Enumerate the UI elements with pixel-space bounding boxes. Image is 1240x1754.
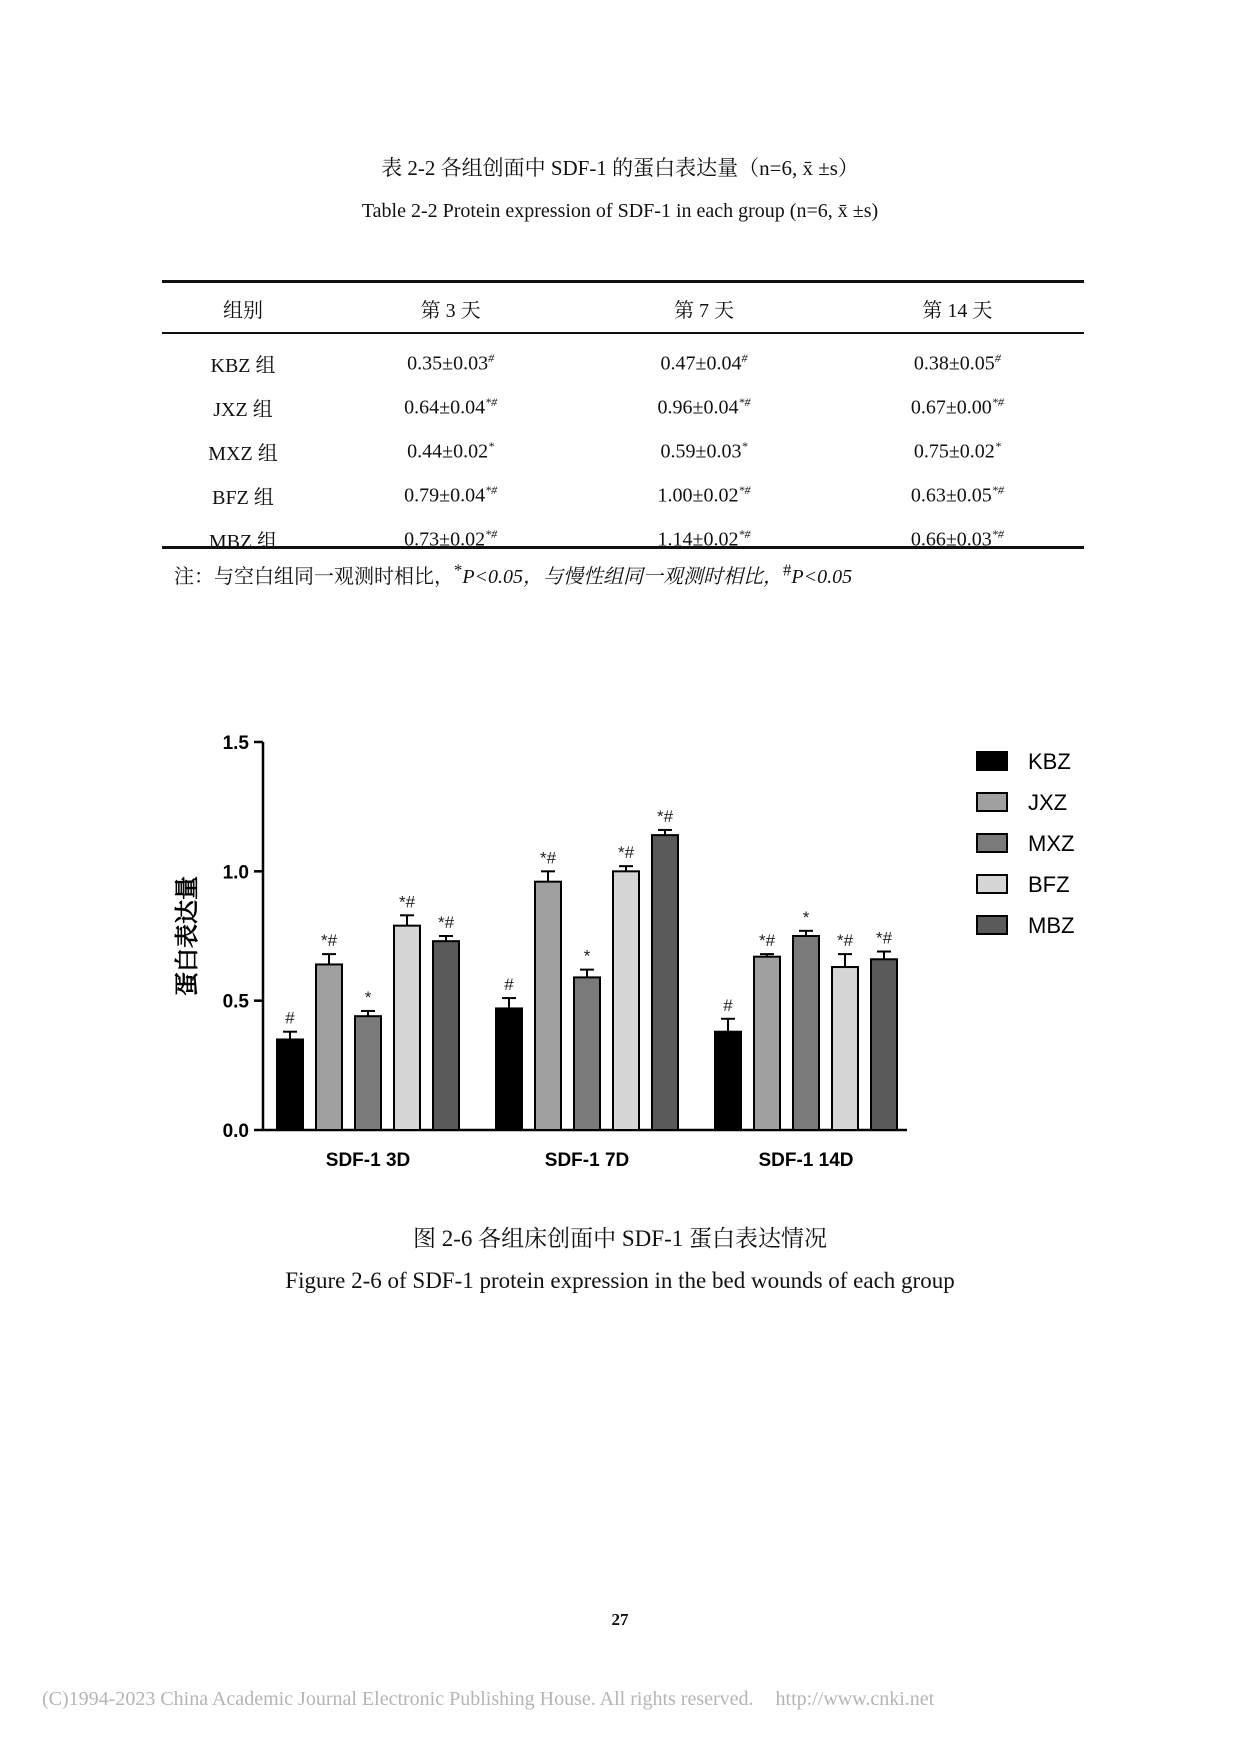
- cell-significance-mark: *: [488, 438, 495, 453]
- table-row: [162, 473, 1084, 517]
- cell-value: 0.96±0.04: [657, 396, 739, 419]
- table-cell: [577, 334, 830, 385]
- note-mark-hash: #: [783, 560, 792, 580]
- bar: [574, 977, 600, 1130]
- footer-copyright: (C)1994-2023 China Academic Journal Electronic Publishing House. All rights reserved.: [42, 1688, 754, 1710]
- bar: [613, 871, 639, 1130]
- header-group: 组别: [223, 300, 263, 322]
- cell-significance-mark: *#: [738, 394, 751, 409]
- cell-significance-mark: #: [488, 350, 495, 365]
- note-prefix: 注：与空白组同一观测时相比，: [174, 566, 454, 588]
- cell-value: 0.38±0.05: [913, 352, 995, 375]
- bar-chart: [0, 700, 1240, 1200]
- significance-mark: #: [285, 1008, 295, 1028]
- table-cell: [831, 473, 1084, 517]
- x-category-label: SDF-1 3D: [325, 1150, 411, 1171]
- figure-caption-cn: 图 2-6 各组床创面中 SDF-1 蛋白表达情况: [412, 1226, 827, 1251]
- cell-value: 0.66±0.03: [910, 528, 992, 551]
- header-day14: 第 14 天: [922, 300, 993, 322]
- cell-significance-mark: *#: [485, 394, 498, 409]
- legend-label: BFZ: [1028, 872, 1070, 897]
- significance-mark: *#: [539, 848, 557, 868]
- cell-value: 0.47±0.04: [660, 352, 742, 375]
- note-mark-star: *: [454, 560, 463, 580]
- bar: [871, 959, 897, 1130]
- significance-mark: *#: [398, 892, 416, 912]
- cell-value: 0.75±0.02: [913, 440, 995, 463]
- table-cell: [577, 385, 830, 429]
- x-category-label: SDF-1 7D: [544, 1150, 630, 1171]
- cell-value: 1.00±0.02: [657, 484, 739, 507]
- bar: [496, 1008, 522, 1130]
- table-caption-cn: 表 2-2 各组创面中 SDF-1 的蛋白表达量（n=6, x̄ ±s）: [381, 156, 859, 180]
- cell-value: 0.35±0.03: [407, 352, 489, 375]
- bar: [754, 957, 780, 1130]
- cell-significance-mark: *#: [485, 526, 498, 541]
- figure-caption-en: Figure 2-6 of SDF-1 protein expression in the bed wounds of each group: [285, 1268, 955, 1293]
- cell-significance-mark: *#: [991, 482, 1004, 497]
- table-cell: [577, 429, 830, 473]
- cell-value: 1.14±0.02: [657, 528, 739, 551]
- data-table: [162, 283, 1084, 561]
- table-row: [162, 334, 1084, 385]
- significance-mark: #: [504, 975, 514, 995]
- table-note: [174, 560, 852, 589]
- significance-mark: *#: [758, 931, 776, 951]
- bar: [394, 926, 420, 1130]
- table-cell: [831, 385, 1084, 429]
- table-cell: [831, 429, 1084, 473]
- bar: [715, 1032, 741, 1130]
- cell-significance-mark: #: [741, 350, 748, 365]
- table-cell: [324, 517, 577, 561]
- y-tick-label: 0.0: [222, 1121, 249, 1142]
- table-row: [162, 385, 1084, 429]
- table-row: [162, 429, 1084, 473]
- legend-swatch: [977, 793, 1007, 811]
- significance-mark: *: [364, 988, 372, 1008]
- significance-mark: *#: [875, 928, 893, 948]
- cell-significance-mark: *#: [738, 482, 751, 497]
- bar: [652, 835, 678, 1130]
- cell-significance-mark: *#: [485, 482, 498, 497]
- note-p2: P<0.05: [791, 566, 853, 588]
- row-group-label: KBZ 组: [210, 354, 276, 377]
- header-day3: 第 3 天: [420, 300, 481, 322]
- significance-mark: *: [802, 907, 810, 927]
- cell-value: 0.67±0.00: [910, 396, 992, 419]
- y-tick-label: 0.5: [222, 991, 249, 1013]
- significance-mark: *#: [617, 843, 635, 863]
- y-tick-label: 1.5: [222, 733, 249, 754]
- significance-mark: *#: [836, 931, 854, 951]
- legend-swatch: [977, 875, 1007, 893]
- cell-significance-mark: *: [994, 438, 1001, 453]
- bar: [793, 936, 819, 1130]
- table-cell: [577, 517, 830, 561]
- significance-mark: *: [583, 946, 591, 966]
- row-group-label: MBZ 组: [208, 530, 278, 553]
- header-day7: 第 7 天: [673, 300, 734, 322]
- table-cell: [831, 517, 1084, 561]
- cell-value: 0.63±0.05: [910, 484, 992, 507]
- legend-swatch: [977, 916, 1007, 934]
- significance-mark: *#: [320, 931, 338, 951]
- table-caption-en: Table 2-2 Protein expression of SDF-1 in each group (n=6, x̄ ±s): [361, 200, 879, 222]
- bar: [316, 964, 342, 1130]
- bar: [355, 1016, 381, 1130]
- table-cell: [324, 385, 577, 429]
- footer-url[interactable]: http://www.cnki.net: [775, 1688, 935, 1710]
- legend-label: JXZ: [1028, 790, 1068, 815]
- legend-label: MXZ: [1028, 831, 1075, 856]
- significance-mark: *#: [656, 806, 674, 826]
- table-cell: [324, 473, 577, 517]
- table-header-row: [162, 283, 1084, 334]
- bar: [535, 882, 561, 1130]
- legend-swatch: [977, 752, 1007, 770]
- y-axis-label: 蛋白表达量: [174, 876, 201, 996]
- footer: [42, 1688, 934, 1711]
- legend-label: MBZ: [1028, 913, 1075, 938]
- significance-mark: *#: [437, 913, 455, 932]
- row-group-label: BFZ 组: [212, 486, 274, 509]
- cell-value: 0.59±0.03: [660, 440, 742, 463]
- cell-value: 0.73±0.02: [404, 528, 486, 551]
- row-group-label: JXZ 组: [213, 398, 273, 421]
- y-tick-label: 1.0: [222, 862, 249, 884]
- table-row: [162, 517, 1084, 561]
- page-number: 27: [611, 1610, 629, 1629]
- table-cell: [831, 334, 1084, 385]
- cell-significance-mark: #: [994, 350, 1001, 365]
- table-cell: [324, 334, 577, 385]
- bar: [433, 941, 459, 1130]
- cell-value: 0.79±0.04: [404, 484, 486, 507]
- bar: [832, 967, 858, 1130]
- cell-significance-mark: *#: [991, 394, 1004, 409]
- x-category-label: SDF-1 14D: [758, 1150, 854, 1171]
- cell-significance-mark: *#: [738, 526, 751, 541]
- legend-label: KBZ: [1028, 749, 1071, 774]
- significance-mark: #: [723, 995, 733, 1015]
- note-p1: P<0.05，与慢性组同一观测时相比，: [462, 566, 784, 588]
- cell-significance-mark: *: [741, 438, 748, 453]
- table-cell: [577, 473, 830, 517]
- row-group-label: MXZ 组: [208, 442, 278, 465]
- bar: [277, 1039, 303, 1130]
- cell-value: 0.64±0.04: [404, 396, 486, 419]
- legend-swatch: [977, 834, 1007, 852]
- table-cell: [324, 429, 577, 473]
- cell-significance-mark: *#: [991, 526, 1004, 541]
- cell-value: 0.44±0.02: [407, 440, 489, 463]
